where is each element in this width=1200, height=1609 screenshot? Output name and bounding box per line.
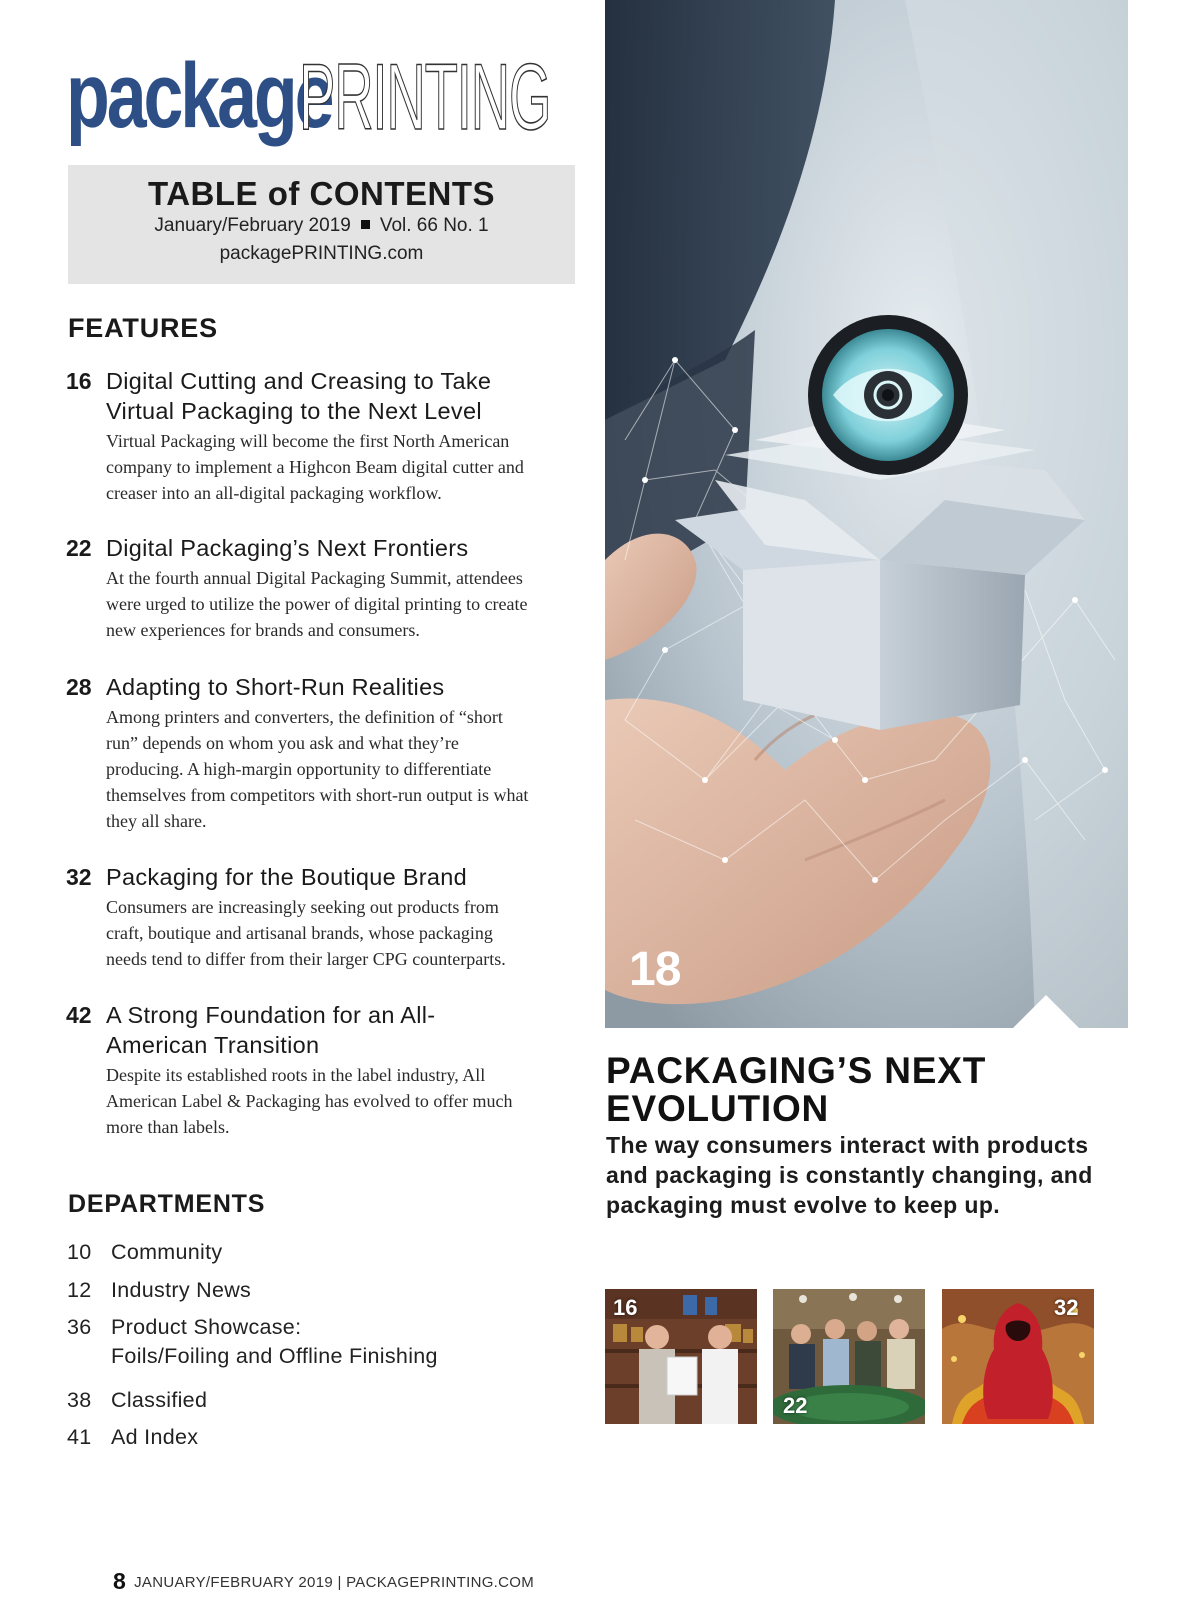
cover-story-headline[interactable] — [606, 1052, 1126, 1128]
departments-heading: DEPARTMENTS — [68, 1190, 266, 1218]
feature-description: Despite its established roots in the label industry, All American Label & Packaging has evolved to offer much more than labels. — [106, 1065, 513, 1137]
feature-title[interactable]: Digital Packaging’s Next Frontiers — [106, 535, 469, 561]
feature-title[interactable]: A Strong Foundation for an All-American Transition — [106, 1002, 436, 1058]
toc-volume: Vol. 66 No. 1 — [379, 215, 489, 236]
department-page-number: 41 — [67, 1425, 92, 1449]
department-page-number: 38 — [67, 1388, 92, 1412]
thumbnail-page-number: 32 — [1054, 1295, 1079, 1320]
toc-header-box — [68, 165, 575, 284]
page-footer — [113, 1568, 534, 1595]
department-page-number: 36 — [67, 1315, 92, 1339]
square-bullet-icon — [361, 220, 370, 229]
department-page-number: 12 — [67, 1278, 92, 1302]
department-label-continued[interactable]: Foils/Foiling and Offline Finishing — [111, 1344, 438, 1368]
caret-up-icon — [1012, 995, 1080, 1029]
thumbnail-story-16[interactable] — [605, 1289, 757, 1424]
feature-page-number: 22 — [66, 535, 92, 561]
feature-item[interactable] — [66, 862, 566, 972]
eye-lens-graphic — [808, 315, 968, 475]
feature-item[interactable] — [66, 672, 566, 834]
department-label[interactable]: Ad Index — [111, 1425, 199, 1449]
cover-illustration — [605, 0, 1128, 1028]
footer-page-number: 8 — [113, 1568, 127, 1594]
toc-issue-date: January/February 2019 — [154, 215, 351, 236]
feature-page-number: 32 — [66, 864, 92, 890]
footer-text: JANUARY/FEBRUARY 2019 | PACKAGEPRINTING.COM — [134, 1574, 535, 1591]
department-label-group[interactable] — [111, 1313, 438, 1371]
toc-title: TABLE of CONTENTS — [147, 175, 496, 212]
department-item[interactable] — [67, 1386, 207, 1415]
cover-story-page-number: 18 — [629, 943, 681, 996]
toc-url: packagePRINTING.com — [219, 243, 424, 264]
logo-package-text: package — [66, 45, 332, 147]
feature-title[interactable]: Packaging for the Boutique Brand — [106, 864, 468, 890]
cover-story-subhead: The way consumers interact with products and packaging is constantly changing, and packaging must evolve to keep up. — [606, 1132, 1093, 1218]
thumbnail-story-32[interactable] — [942, 1289, 1094, 1424]
department-label[interactable]: Classified — [111, 1388, 208, 1412]
feature-title[interactable]: Digital Cutting and Creasing to Take Virtual Packaging to the Next Level — [106, 368, 492, 424]
feature-item[interactable] — [66, 533, 566, 643]
feature-description: Virtual Packaging will become the first North American company to implement a Highcon Beam digital cutter and creaser into an all-digital packaging workflow. — [106, 431, 524, 503]
department-label[interactable]: Community — [111, 1240, 223, 1264]
department-item[interactable] — [67, 1313, 438, 1371]
toc-issue-line — [68, 215, 575, 237]
feature-page-number: 42 — [66, 1002, 92, 1028]
feature-title[interactable]: Adapting to Short-Run Realities — [106, 674, 445, 700]
feature-description: Among printers and converters, the definition of “short run” depends on whom you ask and what they’re producing. A high-margin opportunity to differentiate themselves from competitors with short-run output is what they all share. — [106, 707, 529, 831]
magazine-logo — [66, 44, 551, 150]
feature-item[interactable] — [66, 366, 566, 506]
department-item[interactable] — [67, 1276, 251, 1305]
feature-page-number: 16 — [66, 368, 92, 394]
logo-printing-text: PRINTING — [299, 44, 551, 149]
department-label[interactable]: Industry News — [111, 1278, 252, 1302]
cover-headline-line2[interactable]: EVOLUTION — [606, 1088, 830, 1129]
thumbnail-story-22[interactable] — [773, 1289, 925, 1424]
thumbnail-page-number: 16 — [613, 1295, 638, 1320]
department-label[interactable]: Product Showcase: — [111, 1315, 302, 1339]
cover-story-image[interactable] — [605, 0, 1128, 1028]
feature-description: At the fourth annual Digital Packaging Summit, attendees were urged to utilize the power of digital printing to create new experiences for brands and consumers. — [106, 568, 528, 640]
feature-description: Consumers are increasingly seeking out products from craft, boutique and artisanal brands, whose packaging needs tend to differ from their larger CPG counterparts. — [106, 897, 506, 969]
cover-headline-line1[interactable]: PACKAGING’S NEXT — [606, 1050, 987, 1091]
feature-page-number: 28 — [66, 674, 92, 700]
department-item[interactable] — [67, 1238, 222, 1267]
department-page-number: 10 — [67, 1240, 92, 1264]
features-heading: FEATURES — [68, 313, 218, 343]
department-item[interactable] — [67, 1423, 198, 1452]
thumbnail-page-number: 22 — [783, 1393, 808, 1418]
feature-item[interactable] — [66, 1000, 566, 1140]
